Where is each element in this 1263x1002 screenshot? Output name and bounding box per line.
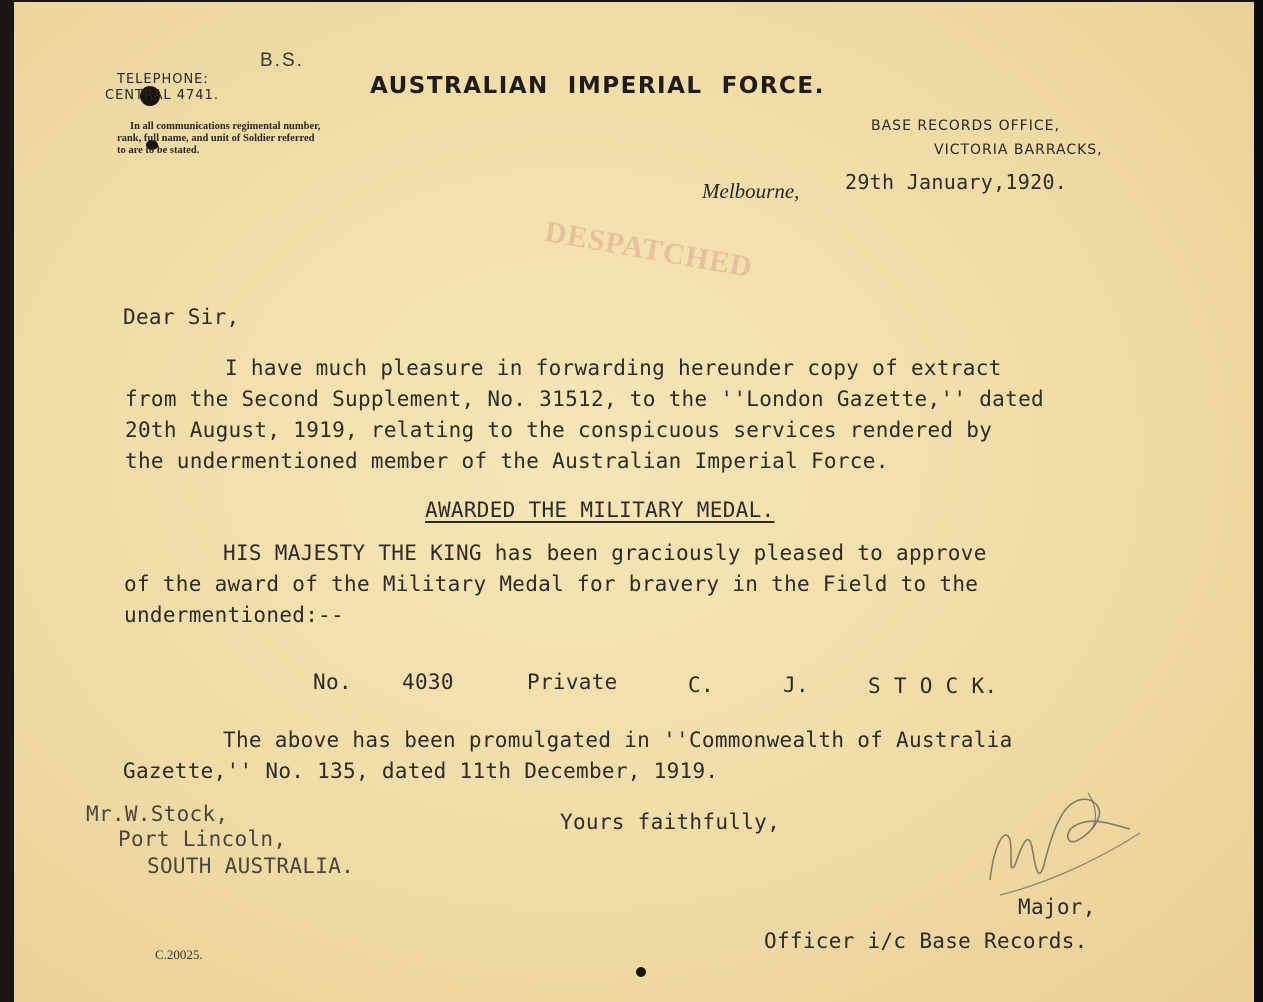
paragraph-2-line-1: HIS MAJESTY THE KING has been graciously pleased to approve (223, 541, 987, 565)
address-line-1: Mr.W.Stock, (86, 802, 229, 826)
telephone-label: TELEPHONE: (117, 72, 209, 87)
soldier-surname: S T O C K. (868, 674, 998, 698)
valediction: Yours faithfully, (560, 810, 781, 834)
instruction-line-2: rank, full name, and unit of Soldier referred (117, 133, 315, 144)
paragraph-1-line-4: the undermentioned member of the Australian Imperial Force. (125, 449, 889, 473)
paragraph-3-line-2: Gazette,'' No. 135, dated 11th December, 1919. (123, 759, 719, 783)
reference-initials: B.S. (260, 50, 304, 71)
paragraph-2-line-3: undermentioned:-- (124, 603, 345, 627)
salutation: Dear Sir, (123, 305, 240, 329)
soldier-initial-2: J. (783, 673, 809, 697)
despatched-stamp: DESPATCHED (542, 215, 756, 285)
soldier-rank: Private (527, 670, 618, 694)
instruction-line-1: In all communications regimental number, (130, 121, 321, 132)
paragraph-1-line-3: 20th August, 1919, relating to the conspicuous services rendered by (125, 418, 993, 442)
soldier-number: 4030 (402, 670, 454, 694)
ink-spot (636, 967, 646, 977)
instruction-line-3: to are to be stated. (117, 145, 200, 156)
signatory-rank: Major, (1018, 895, 1096, 919)
letterhead-title: AUSTRALIAN IMPERIAL FORCE. (370, 73, 825, 99)
address-line-2: Port Lincoln, (118, 827, 287, 851)
paragraph-2-line-2: of the award of the Military Medal for bravery in the Field to the (124, 572, 979, 596)
soldier-no-label: No. (313, 670, 352, 694)
address-line-3: SOUTH AUSTRALIA. (147, 854, 355, 878)
letter-date: 29th January,1920. (845, 170, 1068, 194)
form-number: C.20025. (155, 947, 203, 962)
paragraph-1-line-2: from the Second Supplement, No. 31512, to the ''London Gazette,'' dated (125, 387, 1044, 411)
place-name: Melbourne, (702, 179, 800, 203)
telephone-number: CENTRAL 4741. (105, 88, 219, 103)
signature (980, 785, 1150, 905)
office-line-1: BASE RECORDS OFFICE, (871, 118, 1060, 134)
signatory-title: Officer i/c Base Records. (764, 929, 1088, 953)
paragraph-1-line-1: I have much pleasure in forwarding hereunder copy of extract (225, 356, 1002, 380)
paragraph-3-line-1: The above has been promulgated in ''Commonwealth of Australia (223, 728, 1013, 752)
section-heading: AWARDED THE MILITARY MEDAL. (425, 498, 775, 522)
soldier-initial-1: C. (688, 673, 714, 697)
scan-edge (1254, 0, 1263, 1002)
office-line-2: VICTORIA BARRACKS, (934, 142, 1103, 158)
